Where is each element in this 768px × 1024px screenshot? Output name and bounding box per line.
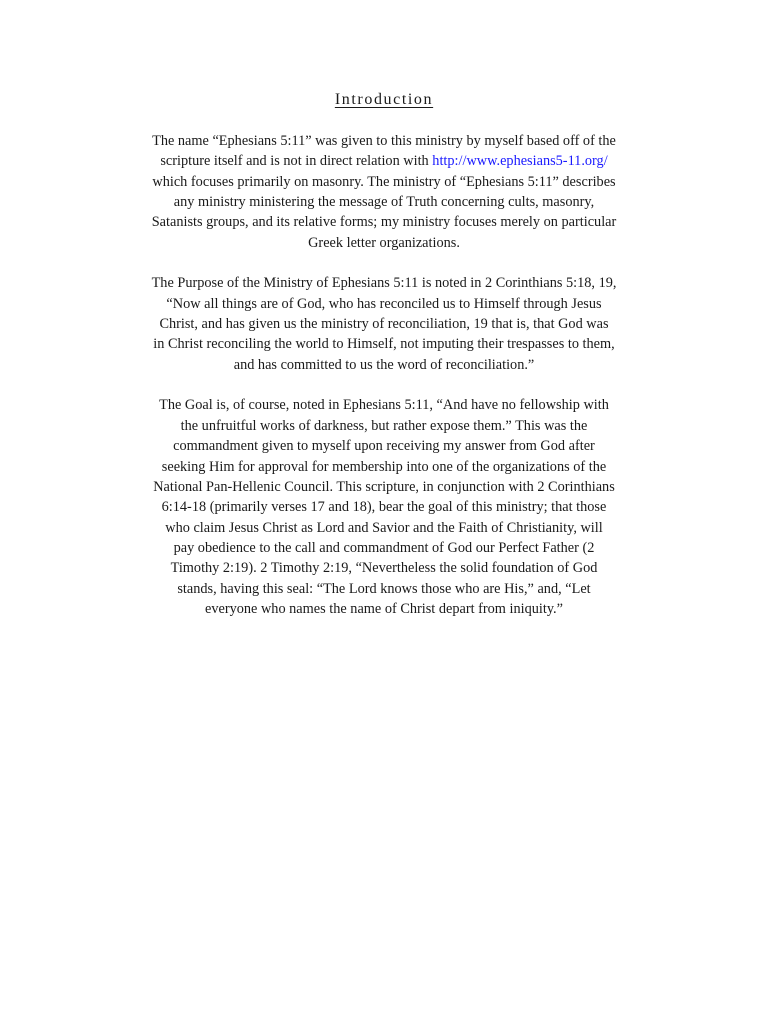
text-line: National Pan-Hellenic Council. This scripture, in conjunction with 2 Corinthians [153, 478, 615, 495]
text-line: any ministry ministering the message of Truth concerning cults, masonry, [173, 194, 595, 211]
document-body [100, 131, 668, 640]
paragraph-goal [100, 395, 668, 619]
page-title [0, 89, 768, 111]
text-line: commandment given to myself upon receiving my answer from God after [173, 438, 595, 455]
paragraph-ministry-name [100, 131, 668, 253]
text-line: Greek letter organizations. [308, 234, 460, 251]
website-link[interactable]: http://www.ephesians5-11.org/ [432, 153, 608, 170]
text-line: The Purpose of the Ministry of Ephesians 5:11 is noted in 2 Corinthians 5:18, 19, [151, 275, 617, 292]
text-line: Timothy 2:19). 2 Timothy 2:19, “Nevertheless the solid foundation of God [170, 560, 598, 577]
text-line: everyone who names the name of Christ depart from iniquity.” [205, 600, 563, 617]
text-line: seeking Him for approval for membership into one of the organizations of the [161, 458, 607, 475]
text-line: the unfruitful works of darkness, but rather expose them.” This was the [180, 417, 588, 434]
text-fragment: scripture itself and is not in direct relation with [160, 153, 433, 170]
text-line: “Now all things are of God, who has reconciled us to Himself through Jesus [166, 295, 602, 312]
page-title-text: Introduction [334, 91, 434, 108]
text-line: The name “Ephesians 5:11” was given to this ministry by myself based off of the [152, 133, 616, 149]
paragraph-purpose [100, 273, 668, 375]
text-line: and has committed to us the word of reconciliation.” [233, 356, 535, 373]
text-line: The Goal is, of course, noted in Ephesians 5:11, “And have no fellowship with [159, 397, 609, 414]
text-line: stands, having this seal: “The Lord knows those who are His,” and, “Let [177, 580, 591, 597]
text-line: Christ, and has given us the ministry of reconciliation, 19 that is, that God was [159, 316, 609, 333]
text-line: 6:14-18 (primarily verses 17 and 18), bear the goal of this ministry; that those [161, 499, 607, 516]
text-line: in Christ reconciling the world to Himself, not imputing their trespasses to them, [153, 336, 615, 353]
text-line: who claim Jesus Christ as Lord and Savior and the Faith of Christianity, will [165, 519, 603, 536]
text-line: pay obedience to the call and commandment of God our Perfect Father (2 [173, 539, 595, 556]
text-line: Satanists groups, and its relative forms; my ministry focuses merely on particular [151, 214, 617, 231]
text-line-with-link [100, 151, 668, 171]
text-line: which focuses primarily on masonry. The ministry of “Ephesians 5:11” describes [152, 173, 616, 190]
